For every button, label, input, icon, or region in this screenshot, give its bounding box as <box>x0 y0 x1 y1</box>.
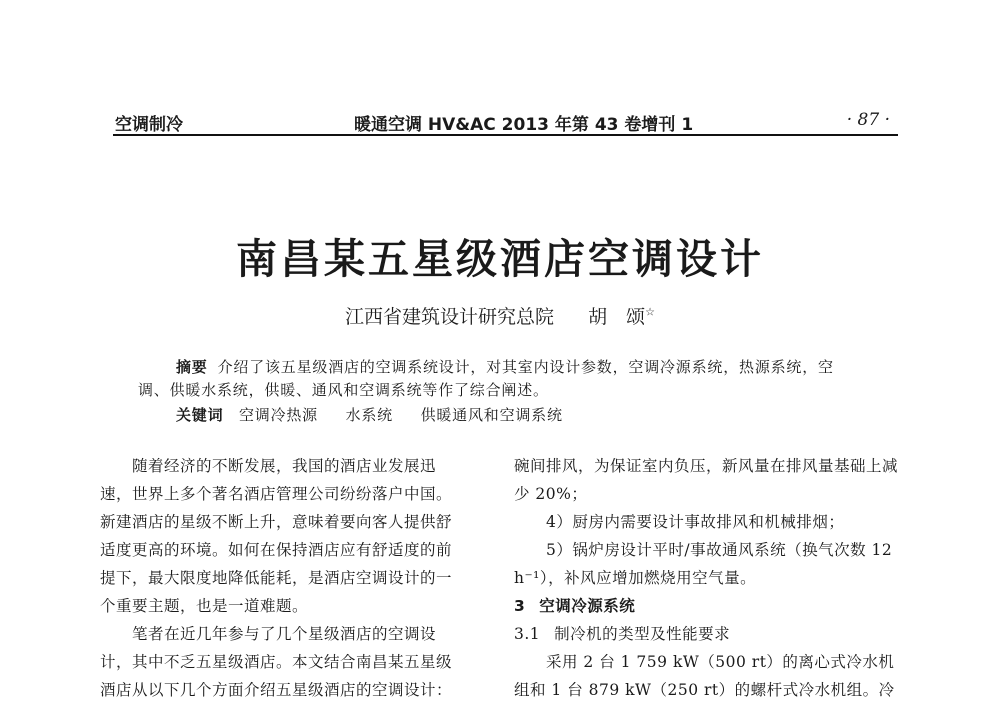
subsection-number: 3.1 <box>514 625 541 643</box>
keyword-item: 供暖通风和空调系统 <box>420 406 563 424</box>
keywords-line <box>138 404 860 427</box>
body-paragraph: 碗间排风，为保证室内负压，新风量在排风量基础上减少 20%； <box>514 457 899 503</box>
author-name: 胡 颂 <box>588 306 646 328</box>
header-section-label: 空调制冷 <box>115 115 183 135</box>
left-column <box>100 452 464 704</box>
subsection-title: 制冷机的类型及性能要求 <box>554 625 731 643</box>
section-number: 3 <box>514 597 526 615</box>
paper-title: 南昌某五星级酒店空调设计 <box>236 235 764 283</box>
author-line <box>0 302 1000 329</box>
subsection-heading <box>514 620 904 648</box>
header-page-number: · 87 · <box>846 110 890 130</box>
body-paragraph: 随着经济的不断发展，我国的酒店业发展迅速，世界上多个著名酒店管理公司纷纷落户中国。新建酒店的星级不断上升，意味着要向客人提供舒适度更高的环境。如何在保持酒店应有舒适度的前提下，最大限度地降低能耗，是酒店空调设计的一个重要主题，也是一道难题。 <box>100 457 453 615</box>
author-affiliation: 江西省建筑设计研究总院 <box>345 306 555 328</box>
keyword-item: 空调冷热源 <box>238 406 318 424</box>
list-item: 4）厨房内需要设计事故排风和机械排烟； <box>546 513 845 531</box>
keyword-item: 水系统 <box>345 406 393 424</box>
abstract-paragraph <box>138 356 860 402</box>
header-journal-info: 暖通空调 HV&AC 2013 年第 43 卷增刊 1 <box>354 115 694 135</box>
body-paragraph: 笔者在近几年参与了几个星级酒店的空调设计，其中不乏五星级酒店。本文结合南昌某五星级酒店从以下几个方面介绍五星级酒店的空调设计： <box>100 625 453 699</box>
abstract-block <box>138 356 860 427</box>
body-paragraph: 采用 2 台 1 759 kW（500 rt）的离心式冷水机组和 1 台 879 kW（250 rt）的螺杆式冷水机组。冷 <box>514 653 895 699</box>
keywords-label: 关键词 <box>176 406 224 424</box>
abstract-text: 介绍了该五星级酒店的空调系统设计，对其室内设计参数，空调冷源系统，热源系统，空调、供暖水系统，供暖、通风和空调系统等作了综合阐述。 <box>138 358 834 399</box>
author-mark: ☆ <box>645 305 655 319</box>
abstract-label: 摘要 <box>176 358 208 376</box>
list-item: 5）锅炉房设计平时/事故通风系统（换气次数 12 h⁻¹），补风应增加燃烧用空气量。 <box>514 541 893 587</box>
running-header <box>113 108 898 136</box>
section-heading <box>514 592 904 620</box>
section-title: 空调冷源系统 <box>539 597 636 615</box>
right-column <box>514 452 904 704</box>
